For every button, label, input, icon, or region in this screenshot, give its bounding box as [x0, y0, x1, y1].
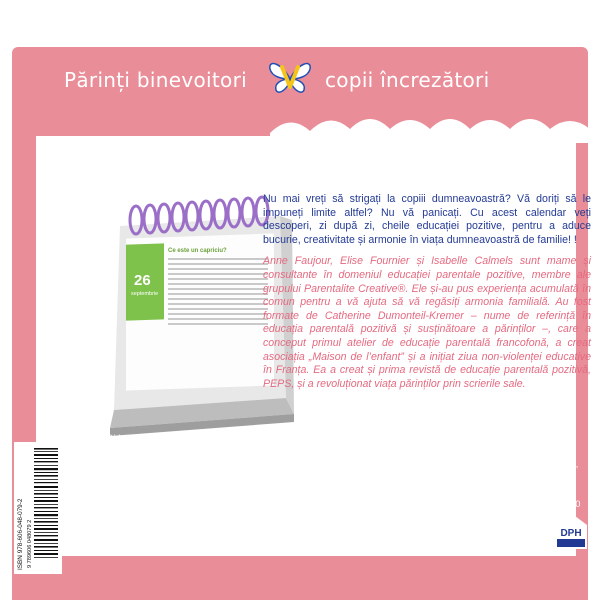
butterfly-icon	[264, 57, 316, 97]
original-title-block: Original title: Cette année, j’arrête de crier avec l’éducation positive 2018-2019, © First published in French by Editions 365, Paris, France – 2018	[74, 529, 400, 553]
copyright-block: © 2019 Didactica Publishing House Toate drepturile rezervate pentru versiunea în limba română. Nicio parte a acestei lucrări nu poate fi reprodusă sau stocată fără acordul editurii.	[74, 433, 251, 496]
calendar-day: 26	[134, 272, 151, 289]
description	[263, 193, 591, 391]
barcode	[14, 442, 62, 574]
dph-logo-text: DPH	[560, 528, 582, 539]
isbn-label: ISBN 978-606-048-079-2	[17, 498, 24, 570]
calendar-text-lines	[168, 258, 268, 328]
authors-paragraph: Anne Faujour, Elise Fournier și Isabelle Calmels sunt mame și consultante în domeniul educației parentale pozitive, membre ale grupului Parentalite Creative®. Ele și-au pus experiența acumulată în comun pentru a vă ajuta să vă regăsiți armonia familială. Au fost formate de Catherine Dumonteil-Kremer – nume de referință în educația parentală pozitivă și susținătoare a părinților –, care a conceput primul atelier de educație parentală francofonă, a creat asociația „Maison de l’enfant” și a inițiat ziua non-violenței educative în Franța. Ea a creat și prima revistă de educație parentală pozitivă, PEPS, și a revoluționat viața părinților prin scrierile sale.	[263, 255, 591, 390]
barcode-digits: 9 789606 048079 2	[27, 519, 33, 568]
intro-paragraph: Nu mai vreți să strigați la copiii dumneavoastră? Vă doriți să le impuneți limite altfel? Nu vă panicați. Cu acest calendar veți descoperi, zi după zi, cheile educației pozitive, pentru a aduce bucurie, creativitate și armonie în viața dumneavoastră de familie! !	[263, 193, 591, 246]
dph-logo-icon	[553, 511, 589, 551]
header-title	[0, 60, 576, 100]
credits-block: Editor coordonator: Florentina Ion Traducere: Daniel Voicea Redactor: Alina Perțea Corector: Lorina Chițan DTP: Alina Perțea	[262, 433, 401, 496]
header-right-text: copii încrezători	[325, 68, 490, 92]
calendar-question: Ce este un capriciu?	[168, 248, 227, 254]
header-left-text: Părinți binevoitori	[64, 68, 247, 92]
publisher-block: Didactica Publishing House Bdul Splaiul Unirii nr. 16, Clădirea Muntenia Business Center, etaj 5, 506, Sector 4, București Comenzi și informații: telefon/fax: +40 21 410.88.14; +40 21 410.88.10 e-mail: office@edituradph.ro www.edituradph.ro	[430, 433, 581, 536]
calendar-month: septembrie	[131, 291, 159, 297]
